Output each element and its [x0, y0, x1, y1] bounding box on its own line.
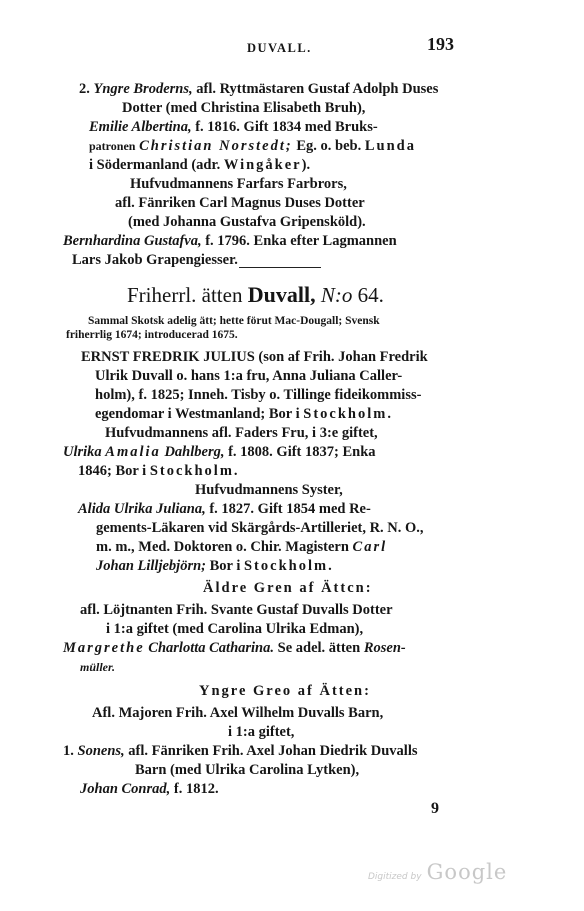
- text-line: Ulrik Duvall o. hans 1:a fru, Anna Juliana Caller-: [95, 368, 403, 384]
- subheading: Äldre Gren af Ättcn:: [203, 580, 373, 596]
- text-line: ERNST FREDRIK JULIUS (son af Frih. Johan Fredrik: [81, 349, 428, 365]
- text-line: Dotter (med Christina Elisabeth Bruh),: [122, 100, 366, 116]
- text-line: Hufvudmannens Farfars Farbrors,: [130, 176, 347, 192]
- text-line: 2. Yngre Broderns, afl. Ryttmästaren Gustaf Adolph Duses: [79, 81, 439, 97]
- text-line: egendomar i Westmanland; Bor i Stockholm.: [95, 406, 391, 422]
- text-line: i 1:a giftet (med Carolina Ulrika Edman),: [106, 621, 364, 637]
- subheading: Yngre Greo af Ätten:: [199, 683, 371, 699]
- text-line: i Södermanland (adr. Wingåker).: [89, 157, 311, 173]
- text-line: Ulrika Amalia Dahlberg, f. 1808. Gift 1837; Enka: [63, 444, 376, 460]
- text-line: Hufvudmannens afl. Faders Fru, i 3:e giftet,: [105, 425, 378, 441]
- text-line: (med Johanna Gustafva Gripensköld).: [128, 214, 366, 230]
- text-line: Barn (med Ulrika Carolina Lytken),: [135, 762, 360, 778]
- text-line: i 1:a giftet,: [228, 724, 295, 740]
- text-line: Margrethe Charlotta Catharina. Se adel. ätten Rosen-: [63, 640, 406, 656]
- text-line: afl. Löjtnanten Frih. Svante Gustaf Duvalls Dotter: [80, 602, 393, 618]
- text-line: patronen Christian Norstedt; Eg. o. beb. Lunda: [89, 138, 416, 154]
- text-line: Emilie Albertina, f. 1816. Gift 1834 med Bruks-: [89, 119, 378, 135]
- text-line: holm), f. 1825; Inneh. Tisby o. Tillinge fideikommiss-: [95, 387, 422, 403]
- section-title: Friherrl. ätten Duvall, N:o 64.: [127, 282, 384, 307]
- text-line: Johan Lilljebjörn; Bor i Stockholm.: [96, 558, 332, 574]
- text-line: Alida Ulrika Juliana, f. 1827. Gift 1854 med Re-: [78, 501, 371, 517]
- text-line: Lars Jakob Grapengiesser.: [72, 252, 238, 268]
- watermark-text: Digitized by: [368, 872, 422, 882]
- text-line: gements-Läkaren vid Skärgårds-Artilleriet, R. N. O.,: [96, 520, 424, 536]
- text-line: Afl. Majoren Frih. Axel Wilhelm Duvalls Barn,: [92, 705, 384, 721]
- text-line: 1. Sonens, afl. Fänriken Frih. Axel Johan Diedrik Duvalls: [63, 743, 418, 759]
- text-line: 1846; Bor i Stockholm.: [78, 463, 238, 479]
- running-header: DUVALL.: [247, 41, 312, 55]
- section-note: Sammal Skotsk adelig ätt; hette förut Mac-Dougall; Svensk: [88, 315, 380, 327]
- text-line: m. m., Med. Doktoren o. Chir. Magistern Carl: [96, 539, 388, 555]
- text-line: afl. Fänriken Carl Magnus Duses Dotter: [115, 195, 365, 211]
- text-line: Johan Conrad, f. 1812.: [80, 781, 219, 797]
- divider: [239, 267, 321, 268]
- google-watermark: [368, 860, 507, 884]
- section-note: friherrlig 1674; introducerad 1675.: [66, 329, 238, 341]
- text-line: müller.: [80, 660, 116, 674]
- text-line: Hufvudmannens Syster,: [195, 482, 343, 498]
- google-logo: Google: [426, 860, 508, 884]
- signature-mark: 9: [431, 800, 439, 817]
- page-number: 193: [427, 34, 454, 54]
- text-line: Bernhardina Gustafva, f. 1796. Enka efter Lagmannen: [63, 233, 397, 249]
